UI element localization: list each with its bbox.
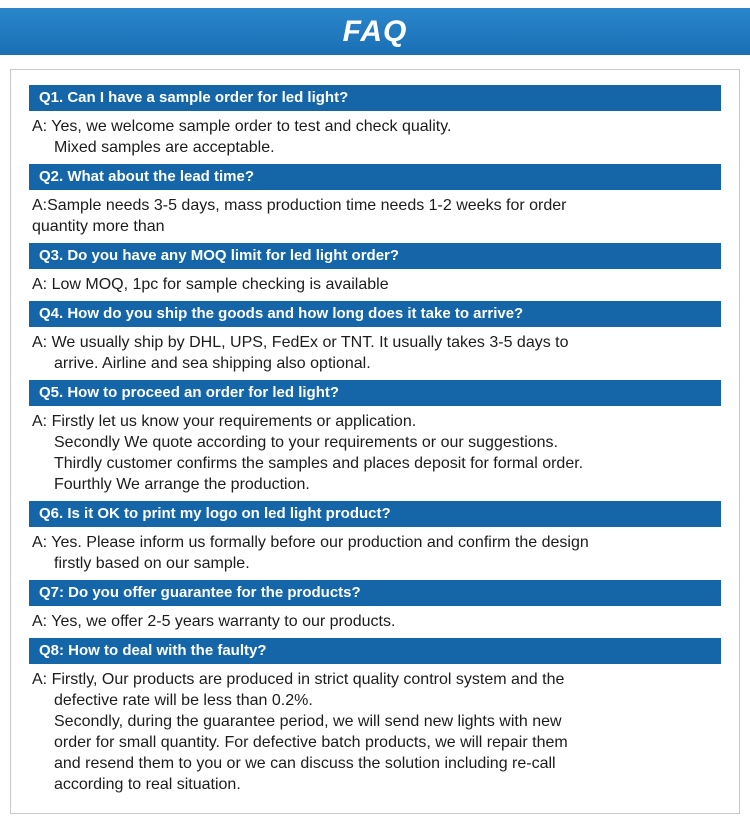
faq-question-bar: Q2. What about the lead time?	[29, 164, 721, 190]
faq-question-bar: Q7: Do you offer guarantee for the products?	[29, 580, 721, 606]
faq-answer	[32, 611, 721, 632]
faq-answer	[32, 274, 721, 295]
faq-answer-line: A: Firstly, Our products are produced in strict quality control system and the	[32, 671, 565, 688]
faq-answer-line: A: Firstly let us know your requirements or application.	[32, 413, 417, 430]
faq-answer-line: A: Yes, we welcome sample order to test and check quality.	[32, 118, 452, 135]
faq-answer-line: A:Sample needs 3-5 days, mass production time needs 1-2 weeks for order	[32, 197, 567, 214]
faq-answer	[32, 532, 721, 574]
faq-answer-line: Mixed samples are acceptable.	[54, 139, 275, 156]
faq-answer	[32, 669, 721, 795]
faq-answer	[32, 411, 721, 495]
faq-answer-line: quantity more than	[32, 218, 165, 235]
faq-answer	[32, 332, 721, 374]
faq-answer-line: firstly based on our sample.	[54, 555, 250, 572]
faq-question-bar: Q5. How to proceed an order for led light?	[29, 380, 721, 406]
faq-banner	[0, 8, 750, 55]
faq-answer-line: Secondly We quote according to your requirements or our suggestions.	[54, 434, 558, 451]
faq-answer-line: order for small quantity. For defective batch products, we will repair them	[54, 734, 568, 751]
faq-answer-line: Thirdly customer confirms the samples and places deposit for formal order.	[54, 455, 584, 472]
faq-answer-line: A: We usually ship by DHL, UPS, FedEx or TNT. It usually takes 3-5 days to	[32, 334, 569, 351]
faq-page	[0, 8, 750, 814]
faq-answer	[32, 116, 721, 158]
faq-answer-line: A: Yes. Please inform us formally before our production and confirm the design	[32, 534, 589, 551]
faq-content-box	[10, 69, 740, 814]
faq-question-bar: Q3. Do you have any MOQ limit for led light order?	[29, 243, 721, 269]
faq-answer-line: A: Low MOQ, 1pc for sample checking is available	[32, 276, 389, 293]
faq-question-bar: Q8: How to deal with the faulty?	[29, 638, 721, 664]
faq-answer-line: and resend them to you or we can discuss the solution including re-call	[54, 755, 556, 772]
faq-answer-line: arrive. Airline and sea shipping also optional.	[54, 355, 371, 372]
faq-answer-line: A: Yes, we offer 2-5 years warranty to our products.	[32, 613, 396, 630]
faq-list	[29, 85, 721, 795]
faq-banner-title: FAQ	[342, 14, 408, 48]
faq-answer	[32, 195, 721, 237]
faq-question-bar: Q1. Can I have a sample order for led light?	[29, 85, 721, 111]
faq-question-bar: Q6. Is it OK to print my logo on led light product?	[29, 501, 721, 527]
faq-answer-line: defective rate will be less than 0.2%.	[54, 692, 313, 709]
faq-answer-line: Secondly, during the guarantee period, we will send new lights with new	[54, 713, 562, 730]
faq-question-bar: Q4. How do you ship the goods and how long does it take to arrive?	[29, 301, 721, 327]
faq-answer-line: according to real situation.	[54, 776, 241, 793]
faq-answer-line: Fourthly We arrange the production.	[54, 476, 310, 493]
